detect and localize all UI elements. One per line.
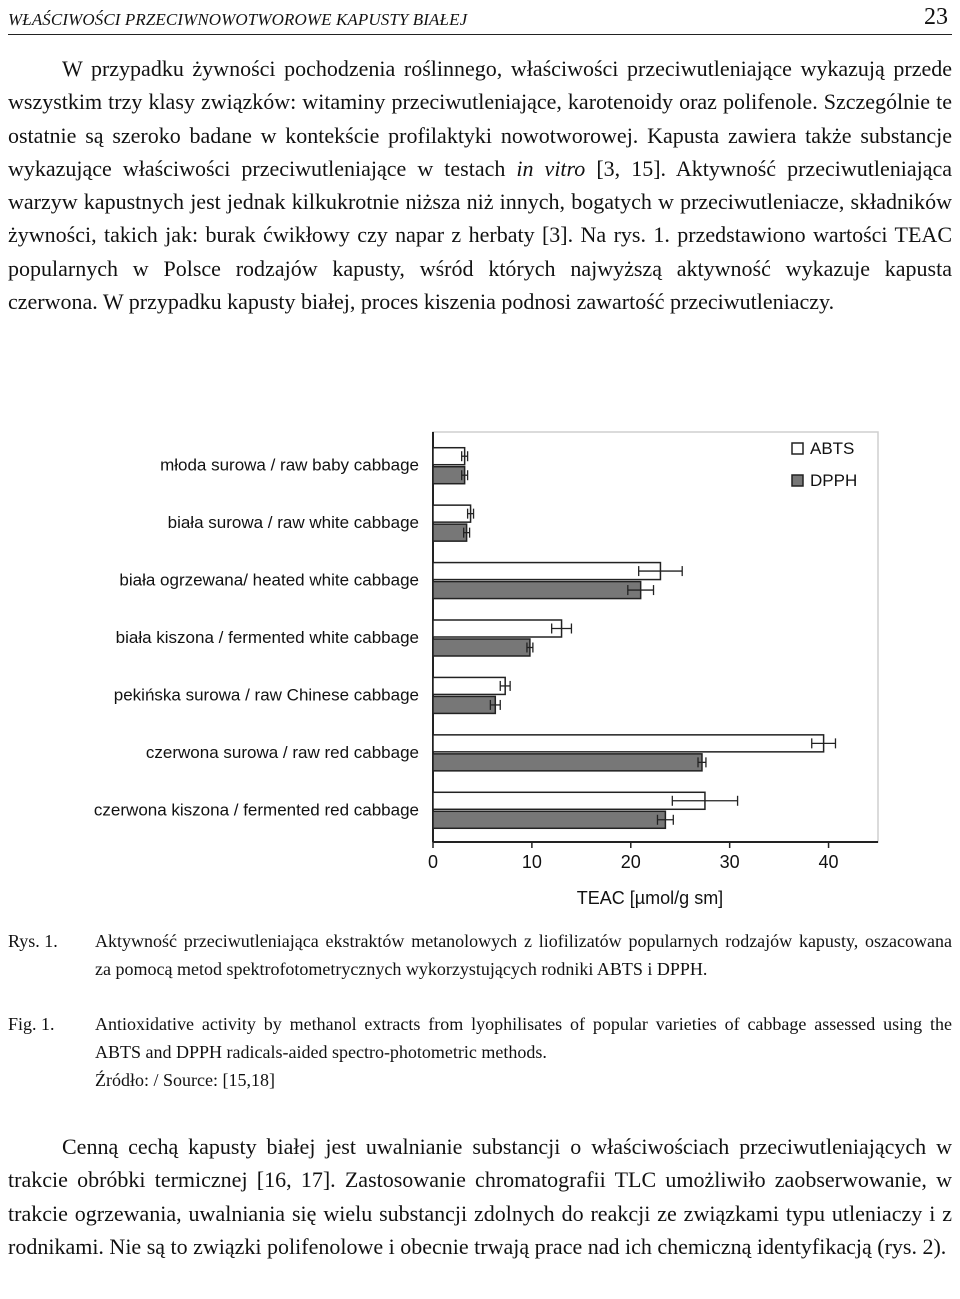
category-label: czerwona kiszona / fermented red cabbage <box>93 800 419 820</box>
category-label: biała ogrzewana/ heated white cabbage <box>119 570 419 590</box>
bar-dpph <box>433 811 665 828</box>
legend-label-abts: ABTS <box>810 439 855 458</box>
paragraph-1 <box>8 52 952 318</box>
paragraph-2-text: Cenną cechą kapusty białej jest uwalnianie substancji o właściwościach przeciwutleniających w trakcie obróbki termicznej [16, 17]. Zastosowanie chromatografii TLC umożliwiło zaobserwowanie, w trakcie ogrzewania, uwalniania się wielu substancji zdolnych do reakcji ze związkami typu utleniaczy i z rodnikami. Nie są to związki polifenolowe i obecnie trwają prace nad ich chemiczną identyfikacją (rys. 2). <box>8 1134 952 1259</box>
paragraph-1-part-a: W przypadku żywności pochodzenia roślinnego, właściwości przeciwutleniające wykazują przede wszystkim trzy klasy związków: witaminy przeciwutleniające, karotenoidy oraz polifenole. Szczególnie te ostatnie są szeroko badane w kontekście profilaktyki nowotworowej. Kapusta zawiera także substancje wykazujące właściwości przeciwutleniające w testach <box>8 56 952 181</box>
bar-abts <box>433 792 705 809</box>
x-tick-label: 20 <box>620 852 641 872</box>
teac-bar-chart <box>70 420 890 920</box>
caption-source: Źródło: / Source: [15,18] <box>95 1069 275 1090</box>
bar-abts <box>433 505 471 522</box>
running-title: WŁAŚCIWOŚCI PRZECIWNOWOTWOROWE KAPUSTY BIAŁEJ <box>8 10 468 29</box>
bar-dpph <box>433 467 465 484</box>
bar-dpph <box>433 524 467 541</box>
bar-abts <box>433 448 465 465</box>
bar-dpph <box>433 582 641 599</box>
caption-pl <box>8 928 952 984</box>
category-label: biała kiszona / fermented white cabbage <box>115 628 419 647</box>
category-label: pekińska surowa / raw Chinese cabbage <box>113 685 419 705</box>
legend-label-dpph: DPPH <box>810 471 858 490</box>
category-label: biała surowa / raw white cabbage <box>167 513 419 533</box>
x-tick-label: 40 <box>818 852 839 872</box>
paragraph-1-text <box>8 52 952 318</box>
x-axis-label: TEAC [µmol/g sm] <box>576 888 724 908</box>
bar-abts <box>433 677 505 694</box>
bar-dpph <box>433 754 702 771</box>
x-tick-label: 0 <box>427 852 439 872</box>
bar-dpph <box>433 696 495 713</box>
caption-pl-text: Aktywność przeciwutleniająca ekstraktów metanolowych z liofilizatów popularnych rodzajów kapusty, oszacowana za pomocą metod spektrofotometrycznych wykorzystujących rodniki ABTS i DPPH. <box>95 931 952 979</box>
bar-abts <box>433 563 660 580</box>
category-label: młoda surowa / raw baby cabbage <box>160 455 419 475</box>
paragraph-2 <box>8 1130 952 1263</box>
paragraph-1-italic: in vitro <box>516 155 586 181</box>
page-number: 23 <box>924 4 948 30</box>
caption-pl-label: Rys. 1. <box>8 931 58 951</box>
caption-en-text: Antioxidative activity by methanol extracts from lyophilisates of popular varieties of cabbage assessed using the ABTS and DPPH radicals-aided spectro-photometric methods. <box>95 1014 952 1062</box>
caption-en <box>8 1011 952 1094</box>
x-tick-label: 30 <box>719 852 740 872</box>
bar-abts <box>433 620 562 637</box>
x-tick-label: 10 <box>521 852 542 872</box>
category-label: czerwona surowa / raw red cabbage <box>145 742 419 762</box>
caption-en-label: Fig. 1. <box>8 1014 55 1034</box>
bar-abts <box>433 735 824 752</box>
bar-dpph <box>433 639 530 656</box>
paragraph-1-part-b: [3, 15]. Aktywność przeciwutleniająca warzyw kapustnych jest jednak kilkukrotnie niższa niż innych, bogatych w przeciwutleniacze, składników żywności, takich jak: burak ćwikłowy czy napar z herbaty [3]. Na rys. 1. przedstawiono wartości TEAC popularnych w Polsce rodzajów kapusty, wśród których najwyższą aktywność wykazuje kapusta czerwona. W przypadku kapusty białej, proces kiszenia podnosi zawartość przeciwutleniaczy. <box>8 155 952 315</box>
page-header <box>8 4 952 35</box>
legend-swatch-dpph <box>792 475 803 486</box>
legend-swatch-abts <box>792 443 803 454</box>
